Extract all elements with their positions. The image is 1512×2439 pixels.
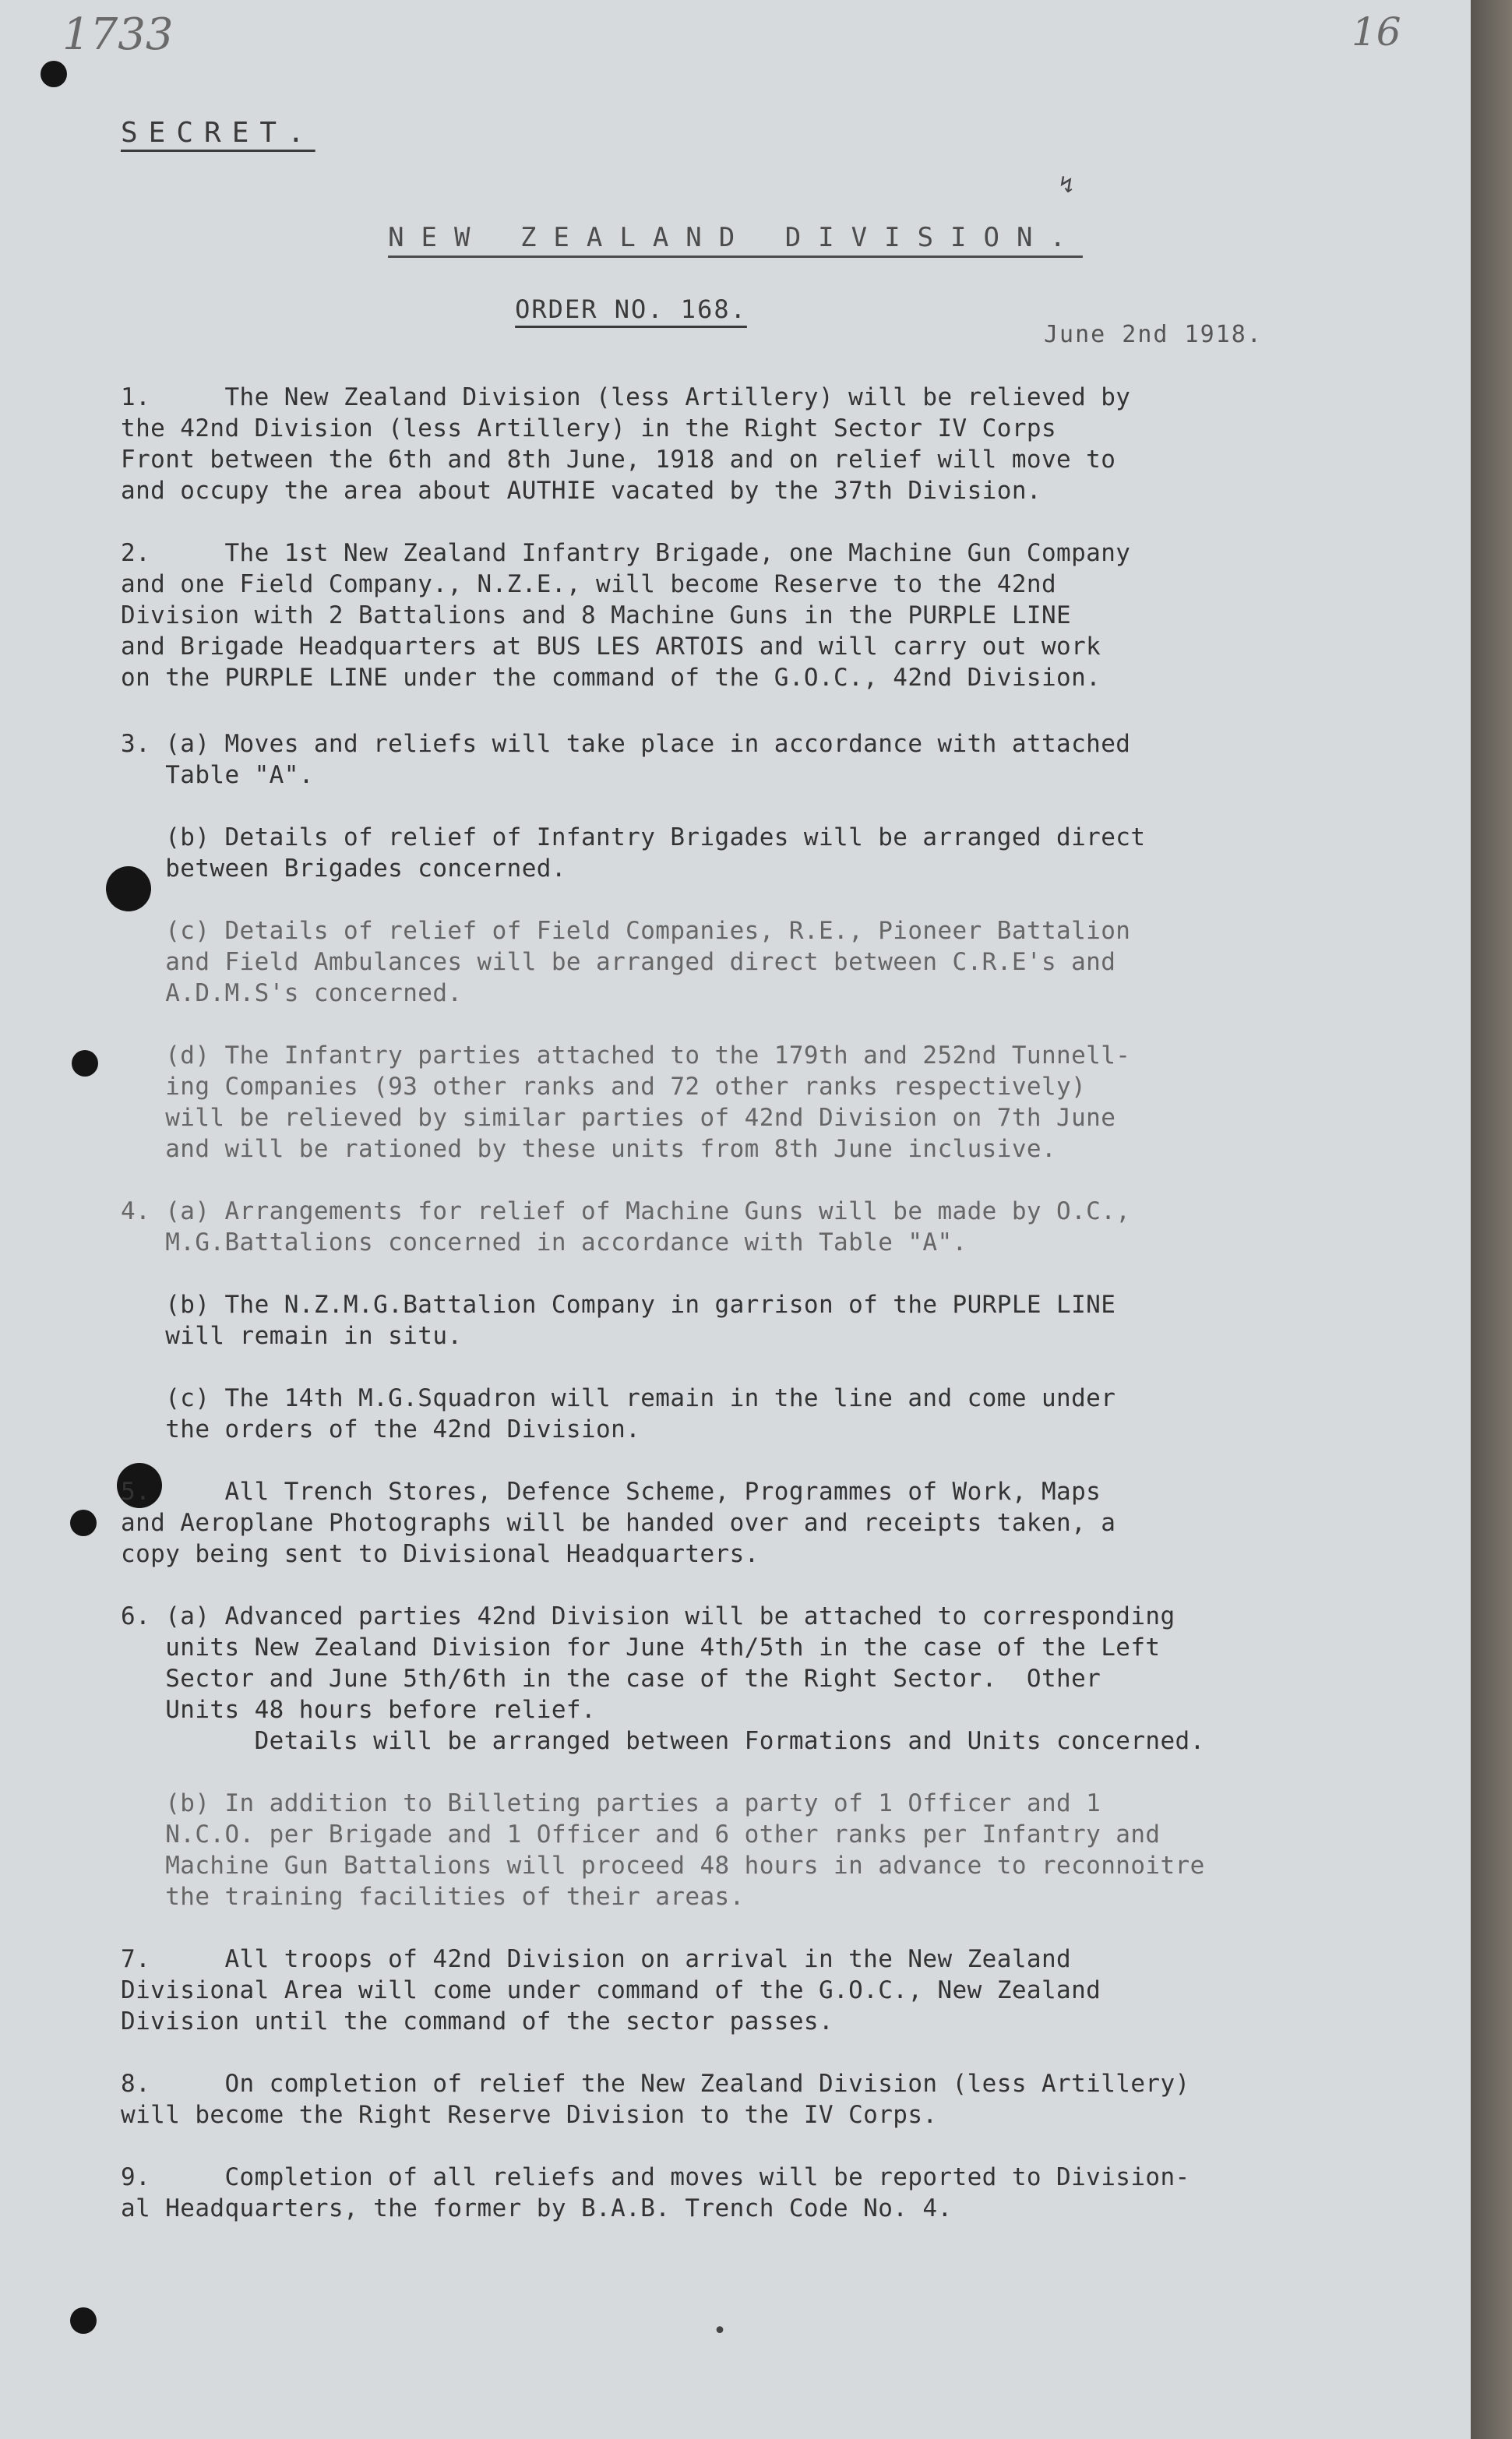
paragraph-1: 1. The New Zealand Division (less Artillery) will be relieved by the 42nd Division (less Artillery) in the Right Sector IV Corps Front between the 6th and 8th June, 1918 and on relief will move to and occupy the area about AUTHIE vacated by the 37th Division. xyxy=(121,383,1131,505)
paragraph-4b: (b) The N.Z.M.G.Battalion Company in garrison of the PURPLE LINE will remain in situ. xyxy=(165,1291,1116,1350)
punch-hole xyxy=(70,2307,97,2334)
pencil-tick-mark: ↯ xyxy=(1059,171,1074,199)
page-number-left: 1733 xyxy=(62,9,174,60)
page-number-right: 16 xyxy=(1352,9,1401,55)
division-title: NEW ZEALAND DIVISION. xyxy=(388,222,1083,253)
backing-board-edge xyxy=(1471,0,1512,2439)
paragraph-3c: (c) Details of relief of Field Companies, R.E., Pioneer Battalion and Field Ambulances will be arranged direct between C.R.E's and A.D.M.S's concerned. xyxy=(165,917,1131,1007)
paragraph-8: 8. On completion of relief the New Zealand Division (less Artillery) will become the Right Reserve Division to the IV Corps. xyxy=(121,2070,1190,2129)
paragraph-3a: 3. (a) Moves and reliefs will take place in accordance with attached Table "A". xyxy=(121,730,1131,789)
punch-hole xyxy=(72,1050,98,1077)
paragraph-6b: (b) In addition to Billeting parties a party of 1 Officer and 1 N.C.O. per Brigade and 1 Officer and 6 other ranks per Infantry and Machine Gun Battalions will proceed 48 hours in advance to reconnoitre the training facilities of their areas. xyxy=(165,1789,1205,1911)
order-number: ORDER NO. 168. xyxy=(515,294,747,324)
paragraph-7: 7. All troops of 42nd Division on arrival in the New Zealand Divisional Area will come under command of the G.O.C., New Zealand Division until the command of the sector passes. xyxy=(121,1945,1101,2035)
order-date: June 2nd 1918. xyxy=(1044,321,1263,348)
paragraph-5: 5. All Trench Stores, Defence Scheme, Programmes of Work, Maps and Aeroplane Photographs will be handed over and receipts taken, a copy being sent to Divisional Headquarters. xyxy=(121,1478,1116,1568)
paragraph-6a: 6. (a) Advanced parties 42nd Division will be attached to corresponding units New Zealand Division for June 4th/5th in the case of the Left Sector and June 5th/6th in the case of the Right Sector. Other Units 48 hours before relief. Details will be arranged between Formations and Units concerned. xyxy=(121,1602,1205,1755)
punch-hole xyxy=(41,61,67,87)
paragraph-3b: (b) Details of relief of Infantry Brigades will be arranged direct between Brigades concerned. xyxy=(165,823,1146,883)
punch-hole xyxy=(70,1510,97,1536)
ink-dot-mark: • xyxy=(713,2317,728,2345)
paragraph-4a: 4. (a) Arrangements for relief of Machine Guns will be made by O.C., M.G.Battalions concerned in accordance with Table "A". xyxy=(121,1197,1131,1257)
paragraph-4c: (c) The 14th M.G.Squadron will remain in the line and come under the orders of the 42nd Division. xyxy=(165,1384,1116,1443)
paragraph-2: 2. The 1st New Zealand Infantry Brigade, one Machine Gun Company and one Field Company., N.Z.E., will become Reserve to the 42nd Division with 2 Battalions and 8 Machine Guns in the PURPLE LINE and Brigade Headquarters at BUS LES ARTOIS and will carry out work on the PURPLE LINE under the command of the G.O.C., 42nd Division. xyxy=(121,539,1131,692)
paragraph-3d: (d) The Infantry parties attached to the 179th and 252nd Tunnell- ing Companies (93 other ranks and 72 other ranks respectively) will be relieved by similar parties of 42nd Division on 7th June and will be rationed by these units from 8th June inclusive. xyxy=(165,1042,1131,1163)
classification-heading: SECRET. xyxy=(121,117,315,149)
paragraph-9: 9. Completion of all reliefs and moves will be reported to Division- al Headquarters, the former by B.A.B. Trench Code No. 4. xyxy=(121,2163,1190,2222)
